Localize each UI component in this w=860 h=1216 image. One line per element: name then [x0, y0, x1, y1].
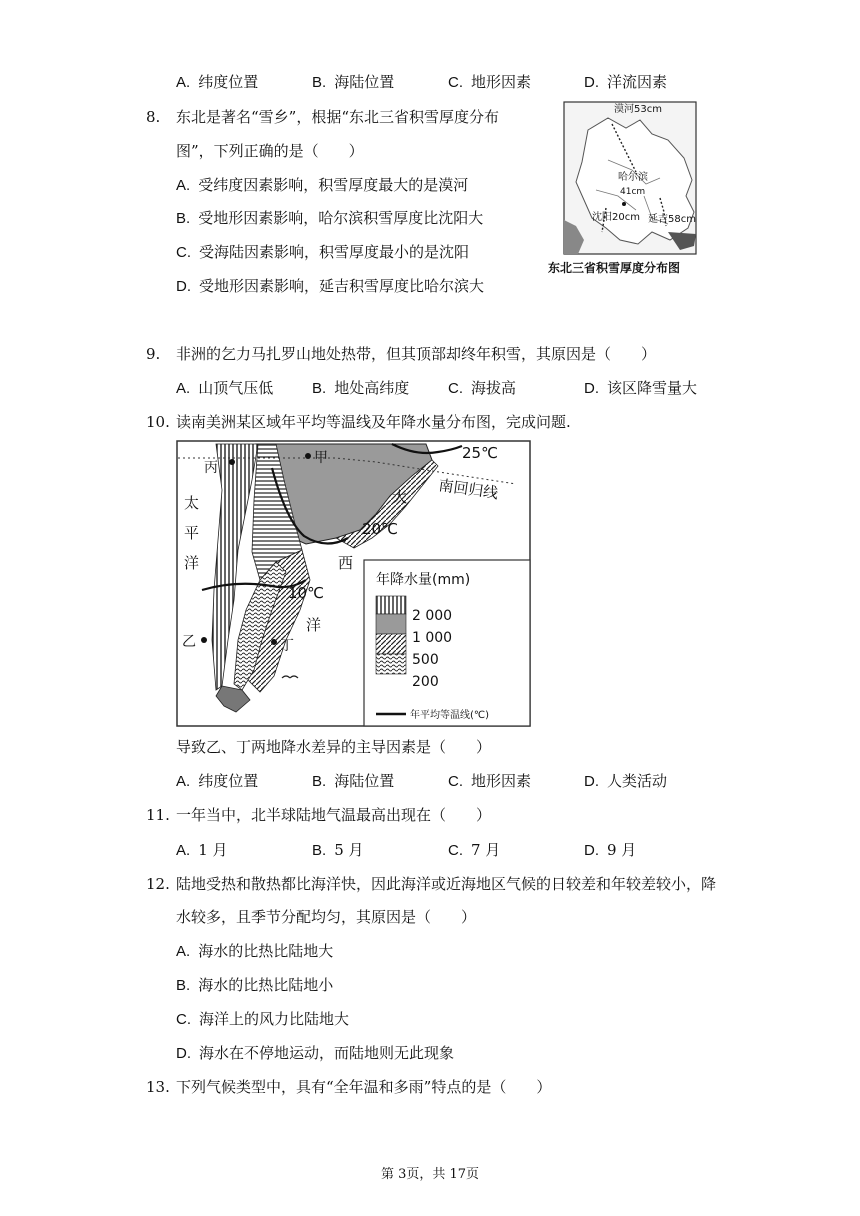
q11-option-b: B. 5 月	[312, 841, 364, 859]
q11-option-a: A. 1 月	[176, 841, 228, 859]
q12-stem-line1: 陆地受热和散热都比海洋快，因此海洋或近海地区气候的日较差和年较差较小，降	[176, 875, 717, 893]
legend-value-200: 200	[412, 674, 439, 690]
page-footer: 第 3页，共 17页	[380, 1167, 480, 1182]
label-atlantic-3: 洋	[306, 616, 322, 634]
q12-option-a: A. 海水的比热比陆地大	[176, 942, 334, 960]
legend-value-500: 500	[412, 652, 439, 668]
q13-number: 13.	[146, 1078, 170, 1096]
legend-value-1000: 1 000	[412, 630, 453, 646]
q10-stem: 读南美洲某区域年平均等温线及年降水量分布图，完成问题.	[176, 413, 571, 431]
q12-stem-line2: 水较多，且季节分配均匀，其原因是（ ）	[176, 908, 477, 926]
q7-option-a: A. 纬度位置	[176, 73, 259, 91]
label-pacific-3: 洋	[184, 554, 200, 572]
precip-legend	[364, 560, 530, 726]
label-atlantic-1: 大	[392, 488, 408, 506]
q10-number: 10.	[146, 413, 170, 431]
legend-isotherm-label: 年平均等温线(℃)	[410, 710, 490, 721]
q12-option-b: B. 海水的比热比陆地小	[176, 976, 334, 994]
snow-map-caption: 东北三省积雪厚度分布图	[548, 261, 681, 275]
label-jia: 甲	[314, 450, 328, 466]
q11-option-c: C. 7 月	[448, 841, 501, 859]
q11-stem: 一年当中，北半球陆地气温最高出现在（ ）	[176, 806, 492, 824]
q7-option-b: B. 海陆位置	[312, 73, 395, 91]
legend-value-2000: 2 000	[412, 608, 453, 624]
point-yi	[201, 637, 207, 643]
q9-option-a: A. 山顶气压低	[176, 379, 274, 397]
label-yi: 乙	[182, 634, 196, 650]
legend-swatch-1000	[376, 614, 406, 634]
q10-question: 导致乙、丁两地降水差异的主导因素是（ ）	[176, 738, 492, 756]
legend-swatch-500	[376, 634, 406, 654]
q8-number: 8.	[146, 108, 161, 126]
q9-option-c: C. 海拔高	[448, 379, 517, 397]
q10-option-d: D. 人类活动	[584, 772, 668, 790]
northeast-snow-map	[548, 100, 724, 280]
harbin-dot	[622, 202, 626, 206]
label-pacific-1: 太	[184, 494, 200, 512]
label-pacific-2: 平	[184, 524, 200, 542]
q12-option-c: C. 海洋上的风力比陆地大	[176, 1010, 350, 1028]
q8-stem-line1: 东北是著名“雪乡”，根据“东北三省积雪厚度分布	[176, 108, 500, 126]
label-bing: 丙	[204, 460, 218, 476]
point-bing	[229, 459, 235, 465]
q9-stem: 非洲的乞力马扎罗山地处热带，但其顶部却终年积雪，其原因是（ ）	[176, 345, 657, 363]
label-harbin: 哈尔滨	[618, 172, 648, 183]
label-ding: 丁	[280, 638, 294, 654]
q8-option-a: A. 受纬度因素影响，积雪厚度最大的是漠河	[176, 176, 469, 194]
legend-title: 年降水量(mm)	[376, 572, 471, 588]
q10-option-a: A. 纬度位置	[176, 772, 259, 790]
q12-number: 12.	[146, 875, 170, 893]
q12-option-d: D. 海水在不停地运动，而陆地则无此现象	[176, 1044, 455, 1062]
label-mohe: 漠河53cm	[614, 104, 662, 115]
label-shenyang: 沈阳20cm	[592, 212, 640, 223]
q10-option-c: C. 地形因素	[448, 772, 532, 790]
south-america-map	[176, 440, 532, 728]
label-harbin-value: 41cm	[620, 187, 646, 197]
legend-swatch-2000	[376, 596, 406, 614]
q11-number: 11.	[146, 806, 170, 824]
label-iso-20: 20℃	[362, 520, 398, 538]
label-yanji: 延吉58cm	[648, 214, 696, 225]
label-atlantic-2: 西	[338, 554, 354, 572]
q9-number: 9.	[146, 345, 161, 363]
q11-option-d: D. 9 月	[584, 841, 637, 859]
q8-option-b: B. 受地形因素影响，哈尔滨积雪厚度比沈阳大	[176, 209, 484, 227]
q13-stem: 下列气候类型中，具有“全年温和多雨”特点的是（ ）	[176, 1078, 552, 1096]
q9-option-d: D. 该区降雪量大	[584, 379, 698, 397]
legend-swatch-200	[376, 654, 406, 674]
q8-stem-line2: 图”，下列正确的是（ ）	[176, 142, 364, 160]
label-iso-10: 10℃	[288, 584, 324, 602]
q9-option-b: B. 地处高纬度	[312, 379, 410, 397]
q10-option-b: B. 海陆位置	[312, 772, 395, 790]
q7-option-c: C. 地形因素	[448, 73, 532, 91]
point-jia	[305, 453, 311, 459]
label-tropic: 南回归线	[437, 476, 500, 503]
label-iso-25: 25℃	[462, 444, 498, 462]
q7-option-d: D. 洋流因素	[584, 73, 668, 91]
q8-option-c: C. 受海陆因素影响，积雪厚度最小的是沈阳	[176, 243, 470, 261]
q8-option-d: D. 受地形因素影响，延吉积雪厚度比哈尔滨大	[176, 277, 485, 295]
point-ding	[271, 639, 277, 645]
